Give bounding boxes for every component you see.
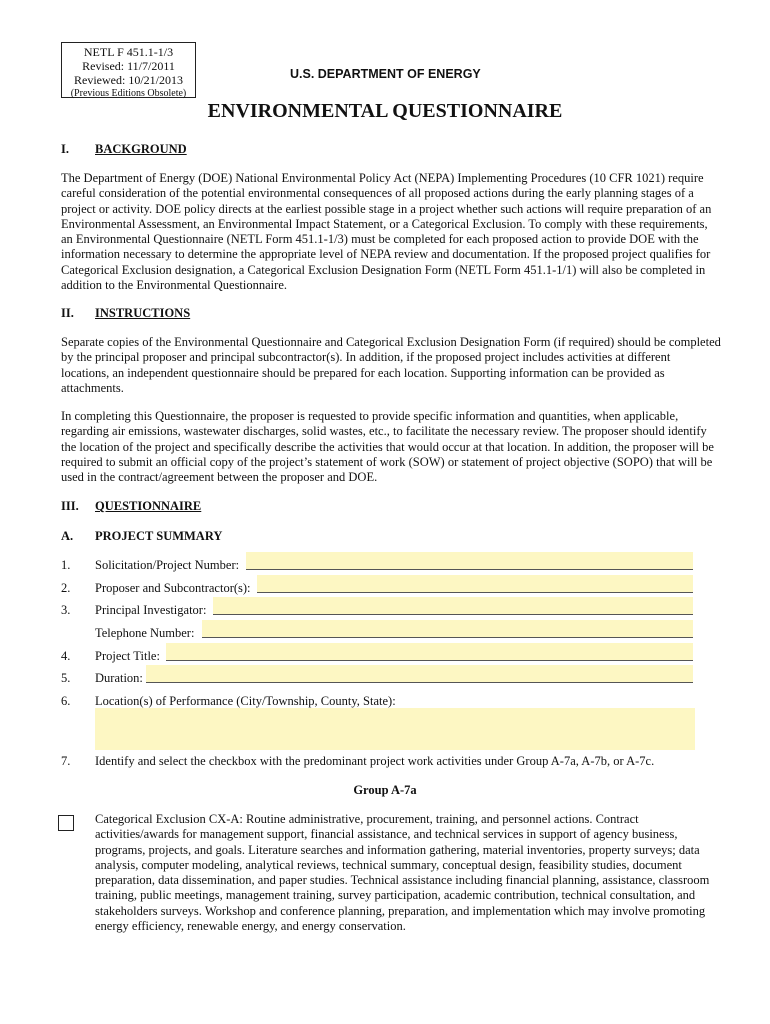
background-paragraph: [61, 171, 721, 293]
item-number-3: 3.: [61, 603, 71, 617]
section-number-instructions: II.: [61, 306, 74, 320]
subsection-title: PROJECT SUMMARY: [95, 529, 223, 543]
item-label-duration: Duration:: [95, 671, 143, 685]
proposer-field[interactable]: [257, 575, 693, 593]
solicitation-number-field[interactable]: [246, 552, 693, 570]
revised-date: Revised: 11/7/2011: [82, 59, 175, 73]
duration-field[interactable]: [146, 665, 693, 683]
reviewed-date: Reviewed: 10/21/2013: [74, 73, 183, 87]
section-number-background: I.: [61, 142, 69, 156]
item-label-location: Location(s) of Performance (City/Township, County, State):: [95, 694, 396, 708]
section-title-questionnaire: QUESTIONNAIRE: [95, 499, 202, 513]
item-label-work-activities: Identify and select the checkbox with the predominant project work activities under Group A-7a, A-7b, or A-7c.: [95, 754, 655, 768]
cx-a-text: Categorical Exclusion CX-A: Routine administrative, procurement, training, and personnel actions. Contract activities/awards for management support, financial assistance, and technical services in support of agency business, programs, projects, and goals. Literature searches and information gathering, material inventories, property surveys; data analysis, computer modeling, analytical reviews, technical summary, conceptual design, feasibility studies, document preparation, data dissemination, and paper studies. Technical assistance including financial planning, assistance, classroom training, public meetings, management training, survey participation, academic contribution, technical consultation, and stakeholders surveys. Workshop and conference planning, preparation, and implementation which may involve promoting energy efficiency, renewable energy, and energy conservation.: [95, 812, 710, 934]
location-field[interactable]: [95, 708, 695, 750]
item-number-6: 6.: [61, 694, 71, 708]
item-label-telephone: Telephone Number:: [95, 626, 195, 640]
instructions-paragraph-1: [61, 335, 721, 396]
obsolete-note: (Previous Editions Obsolete): [70, 88, 187, 99]
cx-a-description: [95, 812, 715, 934]
section-title-instructions: INSTRUCTIONS: [95, 306, 191, 320]
item-label-proposer: Proposer and Subcontractor(s):: [95, 581, 251, 595]
cx-a-checkbox[interactable]: [58, 815, 74, 831]
item-label-solicitation: Solicitation/Project Number:: [95, 558, 240, 572]
instructions-text-2: In completing this Questionnaire, the proposer is requested to provide specific information and quantities, when applicable, regarding air emissions, wastewater discharges, solid wastes, etc., to facilitate the necessary review. The proposer should identify the location of the project and specifically describe the activities that would occur at that location. In addition, the proposer will be required to submit an official copy of the project’s statement of work (SOW) or statement of project objective (SOPO) that will be used in the contract/agreement between the proposer and DOE.: [61, 409, 714, 485]
item-label-principal-investigator: Principal Investigator:: [95, 603, 207, 617]
form-number-box: [61, 42, 196, 98]
instructions-text-1: Separate copies of the Environmental Questionnaire and Categorical Exclusion Designation Form (if required) should be completed by the principal proposer and principal subcontractor(s). In addition, if the proposed project includes activities at different locations, an independent questionnaire should be prepared for each location. Supporting information can be provided as attachments.: [61, 335, 721, 395]
page-title: ENVIRONMENTAL QUESTIONNAIRE: [207, 100, 563, 122]
item-number-1: 1.: [61, 558, 71, 572]
instructions-paragraph-2: [61, 409, 721, 485]
department-name: U.S. DEPARTMENT OF ENERGY: [290, 67, 481, 81]
principal-investigator-field[interactable]: [213, 597, 693, 615]
section-title-background: BACKGROUND: [95, 142, 187, 156]
project-title-field[interactable]: [166, 643, 693, 661]
group-a7a-title: Group A-7a: [353, 783, 417, 797]
item-number-5: 5.: [61, 671, 71, 685]
item-number-2: 2.: [61, 581, 71, 595]
item-number-7: 7.: [61, 754, 71, 768]
form-number: NETL F 451.1-1/3: [83, 45, 174, 59]
subsection-number: A.: [61, 529, 74, 543]
item-label-project-title: Project Title:: [95, 649, 160, 663]
telephone-field[interactable]: [202, 620, 693, 638]
background-text: The Department of Energy (DOE) National Environmental Policy Act (NEPA) Implementing Procedures (10 CFR 1021) require careful consideration of the potential environmental consequences of all proposed actions during the early planning stages of a project or activity. DOE policy directs at the earliest possible stage in a project whether such actions will require preparation of an Environmental Assessment, an Environmental Impact Statement, or a Categorical Exclusion. To comply with these requirements, an Environmental Questionnaire (NETL Form 451.1-1/3) must be completed for each proposed action to provide DOE with the information necessary to determine the appropriate level of NEPA review and documentation. If the proposed project qualifies for Categorical Exclusion designation, a Categorical Exclusion Designation Form (NETL Form 451.1-1/1) will also be completed in addition to the Environmental Questionnaire.: [61, 171, 712, 293]
section-number-questionnaire: III.: [61, 499, 79, 513]
item-number-4: 4.: [61, 649, 71, 663]
